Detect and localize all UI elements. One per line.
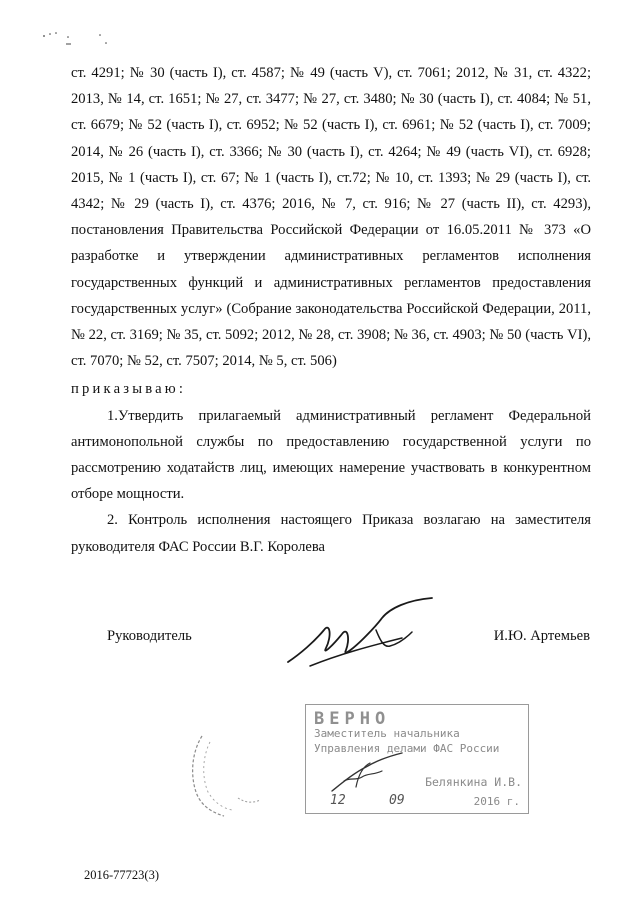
order-item-1: 1.Утвердить прилагаемый административный регламент Федеральной антимонопольной службы по предоставлению государственной услуги по рассмотрению ходатайств лиц, имеющих намерение участвовать в конкурентном отборе мощности. — [71, 407, 591, 503]
document-registration-number: 2016-77723(3) — [84, 868, 159, 882]
stamp-heading: ВЕРНО — [314, 709, 391, 729]
stamp-date-day: 12 — [330, 793, 346, 808]
legal-references-paragraph: ст. 4291; № 30 (часть I), ст. 4587; № 49 (часть V), ст. 7061; 2012, № 31, ст. 4322; 2013, № 14, ст. 1651; № 27, ст. 3477; № 27, ст. 3480; № 30 (часть I), ст. 4084; № 51, ст. 6679; № 52 (часть I), ст. 6952; № 52 (часть I), ст. 6961; № 52 (часть I), ст. 7009; 2014, № 26 (часть I), ст. 3366; № 30 (часть I), ст. 4264; № 49 (часть VI), ст. 6928; 2015, № 1 (часть I), ст. 67; № 1 (часть I), ст.72; № 10, ст. 1393; № 29 (часть I), ст. 4342; № 29 (часть I), ст. 4376; 2016, № 7, ст. 916; № 27 (часть II), ст. 4293), постановления Правительства Российской Федерации от 16.05.2011 № 373 «О разработке и утверждении административных регламентов исполнения государственных функций и административных регламентов предоставления государственных услуг» (Собрание законодательства Российской Федерации, 2011, № 22, ст. 3169; № 35, ст. 5092; 2012, № 28, ст. 3908; № 36, ст. 4903; № 50 (часть VI), ст. 7070; № 52, ст. 7507; 2014, № 5, ст. 506) — [71, 65, 591, 370]
order-item-2: 2. Контроль исполнения настоящего Приказа возлагаю на заместителя руководителя ФАС России В.Г. Королева — [71, 512, 591, 555]
signatory-title: Руководитель — [107, 628, 192, 644]
scan-artifact-marks — [40, 28, 110, 48]
decree-word: приказываю: — [71, 381, 187, 398]
certification-stamp — [305, 704, 529, 814]
round-seal-fragment — [188, 728, 268, 818]
stamp-certifier-name: Белянкина И.В. — [425, 775, 522, 789]
signatory-name: И.Ю. Артемьев — [493, 628, 590, 644]
stamp-date-month: 09 — [389, 793, 405, 808]
stamp-position-line2: Управления делами ФАС России — [314, 742, 500, 755]
handwritten-signature — [280, 596, 440, 676]
order-text — [71, 60, 591, 560]
stamp-position-line1: Заместитель начальника — [314, 727, 460, 740]
stamp-date-year: 2016 г. — [473, 795, 520, 808]
stamp-signature — [326, 747, 406, 797]
